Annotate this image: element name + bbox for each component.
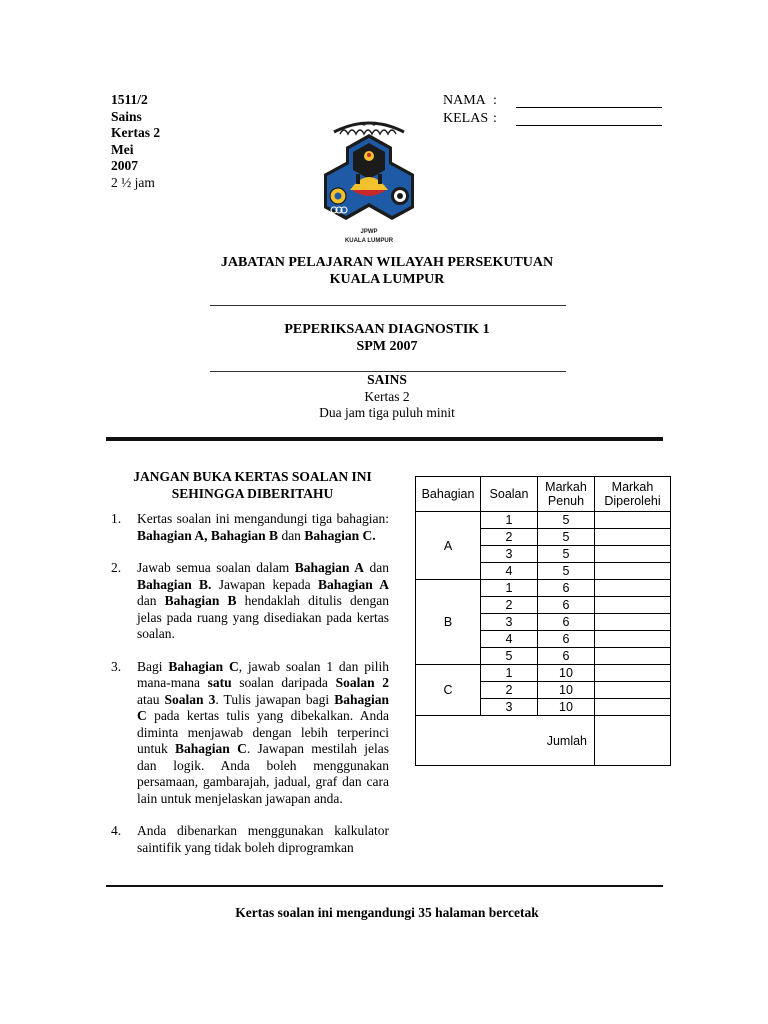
paper-year: 2007 <box>111 158 138 173</box>
question-cell: 4 <box>481 631 538 648</box>
instruction-text: pada kertas tulis yang dibekalkan. Anda diminta menjawab dengan lebih terperinci untuk <box>137 708 389 756</box>
obtained-marks-cell[interactable] <box>595 546 671 563</box>
total-marks-cell[interactable] <box>595 716 671 766</box>
obtained-marks-cell[interactable] <box>595 563 671 580</box>
paper-number: Kertas 2 <box>111 125 161 140</box>
marks-row <box>416 512 671 529</box>
instruction-item <box>111 659 389 808</box>
instruction-text: atau <box>137 691 165 707</box>
instruction-text: dan <box>137 593 165 608</box>
class-field <box>443 110 668 128</box>
marks-table <box>415 476 671 766</box>
warning-heading <box>106 469 399 502</box>
svg-text:JPWP: JPWP <box>360 229 378 235</box>
name-field <box>443 92 668 110</box>
instruction-text: Bahagian A, Bahagian B <box>137 527 279 543</box>
instruction-text: dan <box>364 560 389 575</box>
obtained-marks-cell[interactable] <box>595 699 671 716</box>
instruction-text: Bagi <box>137 658 169 674</box>
full-marks-cell: 6 <box>538 614 595 631</box>
full-marks-cell: 5 <box>538 529 595 546</box>
department-heading <box>110 255 664 288</box>
full-marks-cell: 6 <box>538 597 595 614</box>
instruction-text: soalan daripada <box>231 675 336 690</box>
bottom-divider <box>106 885 663 887</box>
instruction-text: Bahagian B. <box>137 576 212 592</box>
instruction-text: . Jawapan mestilah jelas dan logik. Anda boleh menggunakan persamaan, gambarajah, jadual, graf dan cara lain untuk menjelaskan jawapan anda. <box>137 741 389 806</box>
class-label: KELAS <box>443 111 489 126</box>
subject-heading <box>110 372 664 422</box>
question-cell: 3 <box>481 699 538 716</box>
paper-code: 1511/2 <box>111 92 148 107</box>
instruction-text: Soalan 3 <box>164 691 216 707</box>
header-soalan: Soalan <box>481 477 538 512</box>
instruction-text: Bahagian B <box>164 593 237 608</box>
question-cell: 1 <box>481 665 538 682</box>
instruction-text: hendaklah ditulis dengan jelas pada ruang yang disediakan pada kertas soalan. <box>137 593 390 641</box>
svg-text:KUALA LUMPUR: KUALA LUMPUR <box>344 238 394 244</box>
obtained-marks-cell[interactable] <box>595 648 671 665</box>
name-separator: : <box>493 93 497 108</box>
page-count-footer: Kertas soalan ini mengandungi 35 halaman bercetak <box>235 905 539 920</box>
question-cell: 3 <box>481 546 538 563</box>
marks-table-body <box>416 512 671 766</box>
obtained-marks-cell[interactable] <box>595 580 671 597</box>
instruction-number: 3. <box>111 658 122 674</box>
divider-1 <box>210 305 566 306</box>
full-marks-cell: 5 <box>538 512 595 529</box>
section-cell: C <box>416 665 481 716</box>
warning-line-1: JANGAN BUKA KERTAS SOALAN INI <box>133 469 372 484</box>
instruction-text: satu <box>207 675 232 690</box>
full-marks-cell: 5 <box>538 546 595 563</box>
instruction-text: Bahagian C <box>137 691 389 723</box>
question-cell: 2 <box>481 682 538 699</box>
marks-row <box>416 665 671 682</box>
department-line-1: JABATAN PELAJARAN WILAYAH PERSEKUTUAN <box>220 255 554 270</box>
question-cell: 1 <box>481 512 538 529</box>
name-label: NAMA <box>443 93 486 108</box>
question-cell: 2 <box>481 529 538 546</box>
exam-line-2: SPM 2007 <box>356 338 418 354</box>
instruction-number: 2. <box>111 560 122 575</box>
jpwp-crest-icon <box>312 112 426 248</box>
instruction-text: Bahagian C <box>168 658 239 674</box>
subject-title: SAINS <box>367 372 407 387</box>
instruction-text: Soalan 2 <box>335 675 389 690</box>
total-label: Jumlah <box>416 716 595 766</box>
instruction-item <box>111 560 389 643</box>
question-cell: 4 <box>481 563 538 580</box>
instruction-number: 1. <box>111 511 122 526</box>
total-row <box>416 716 671 766</box>
paper-subject: Sains <box>111 108 142 124</box>
exam-line-1: PEPERIKSAAN DIAGNOSTIK 1 <box>284 322 490 337</box>
section-cell: A <box>416 512 481 580</box>
instruction-text: Jawapan kepada <box>211 576 318 592</box>
warning-line-2: SEHINGGA DIBERITAHU <box>171 485 334 501</box>
full-marks-cell: 6 <box>538 648 595 665</box>
full-marks-cell: 5 <box>538 563 595 580</box>
instruction-item <box>111 511 389 544</box>
full-marks-cell: 6 <box>538 580 595 597</box>
class-separator: : <box>493 111 497 126</box>
full-marks-cell: 10 <box>538 665 595 682</box>
instruction-text: Bahagian A <box>294 560 364 575</box>
obtained-marks-cell[interactable] <box>595 665 671 682</box>
question-cell: 5 <box>481 648 538 665</box>
marks-table-header <box>416 477 671 512</box>
obtained-marks-cell[interactable] <box>595 631 671 648</box>
instruction-text: Bahagian C <box>175 741 247 756</box>
question-cell: 3 <box>481 614 538 631</box>
instruction-text: Jawab semua soalan dalam <box>137 560 295 575</box>
instruction-text: . Tulis jawapan bagi <box>215 691 335 707</box>
header-markah-diperolehi: Markah Diperolehi <box>595 477 671 512</box>
question-cell: 1 <box>481 580 538 597</box>
department-line-2: KUALA LUMPUR <box>329 271 445 287</box>
instruction-text: Kertas soalan ini mengandungi tiga bahagian: <box>137 511 389 526</box>
obtained-marks-cell[interactable] <box>595 682 671 699</box>
question-cell: 2 <box>481 597 538 614</box>
instruction-number: 4. <box>111 823 122 838</box>
marks-row <box>416 580 671 597</box>
obtained-marks-cell[interactable] <box>595 529 671 546</box>
thick-divider <box>106 437 663 441</box>
name-input-line[interactable] <box>516 107 662 108</box>
full-marks-cell: 10 <box>538 699 595 716</box>
obtained-marks-cell[interactable] <box>595 512 671 529</box>
full-marks-cell: 6 <box>538 631 595 648</box>
header-markah-penuh: Markah Penuh <box>538 477 595 512</box>
obtained-marks-cell[interactable] <box>595 597 671 614</box>
paper-duration: 2 ½ jam <box>111 174 155 190</box>
header-bahagian: Bahagian <box>416 477 481 512</box>
instruction-item <box>111 823 389 856</box>
class-input-line[interactable] <box>516 125 662 126</box>
subject-duration: Dua jam tiga puluh minit <box>319 405 455 420</box>
obtained-marks-cell[interactable] <box>595 614 671 631</box>
instruction-text: Anda dibenarkan menggunakan kalkulator saintifik yang tidak boleh diprogramkan <box>137 823 389 855</box>
exam-heading <box>110 322 664 355</box>
instruction-text: , jawab soalan 1 dan pilih mana-mana <box>137 658 390 690</box>
subject-paper: Kertas 2 <box>364 388 410 404</box>
full-marks-cell: 10 <box>538 682 595 699</box>
paper-code-block <box>111 92 160 191</box>
instruction-text: dan <box>278 527 305 543</box>
paper-month: Mei <box>111 141 134 157</box>
section-cell: B <box>416 580 481 665</box>
instruction-text: Bahagian C. <box>304 527 376 543</box>
instruction-text: Bahagian A <box>317 576 389 592</box>
instruction-list <box>111 511 389 856</box>
